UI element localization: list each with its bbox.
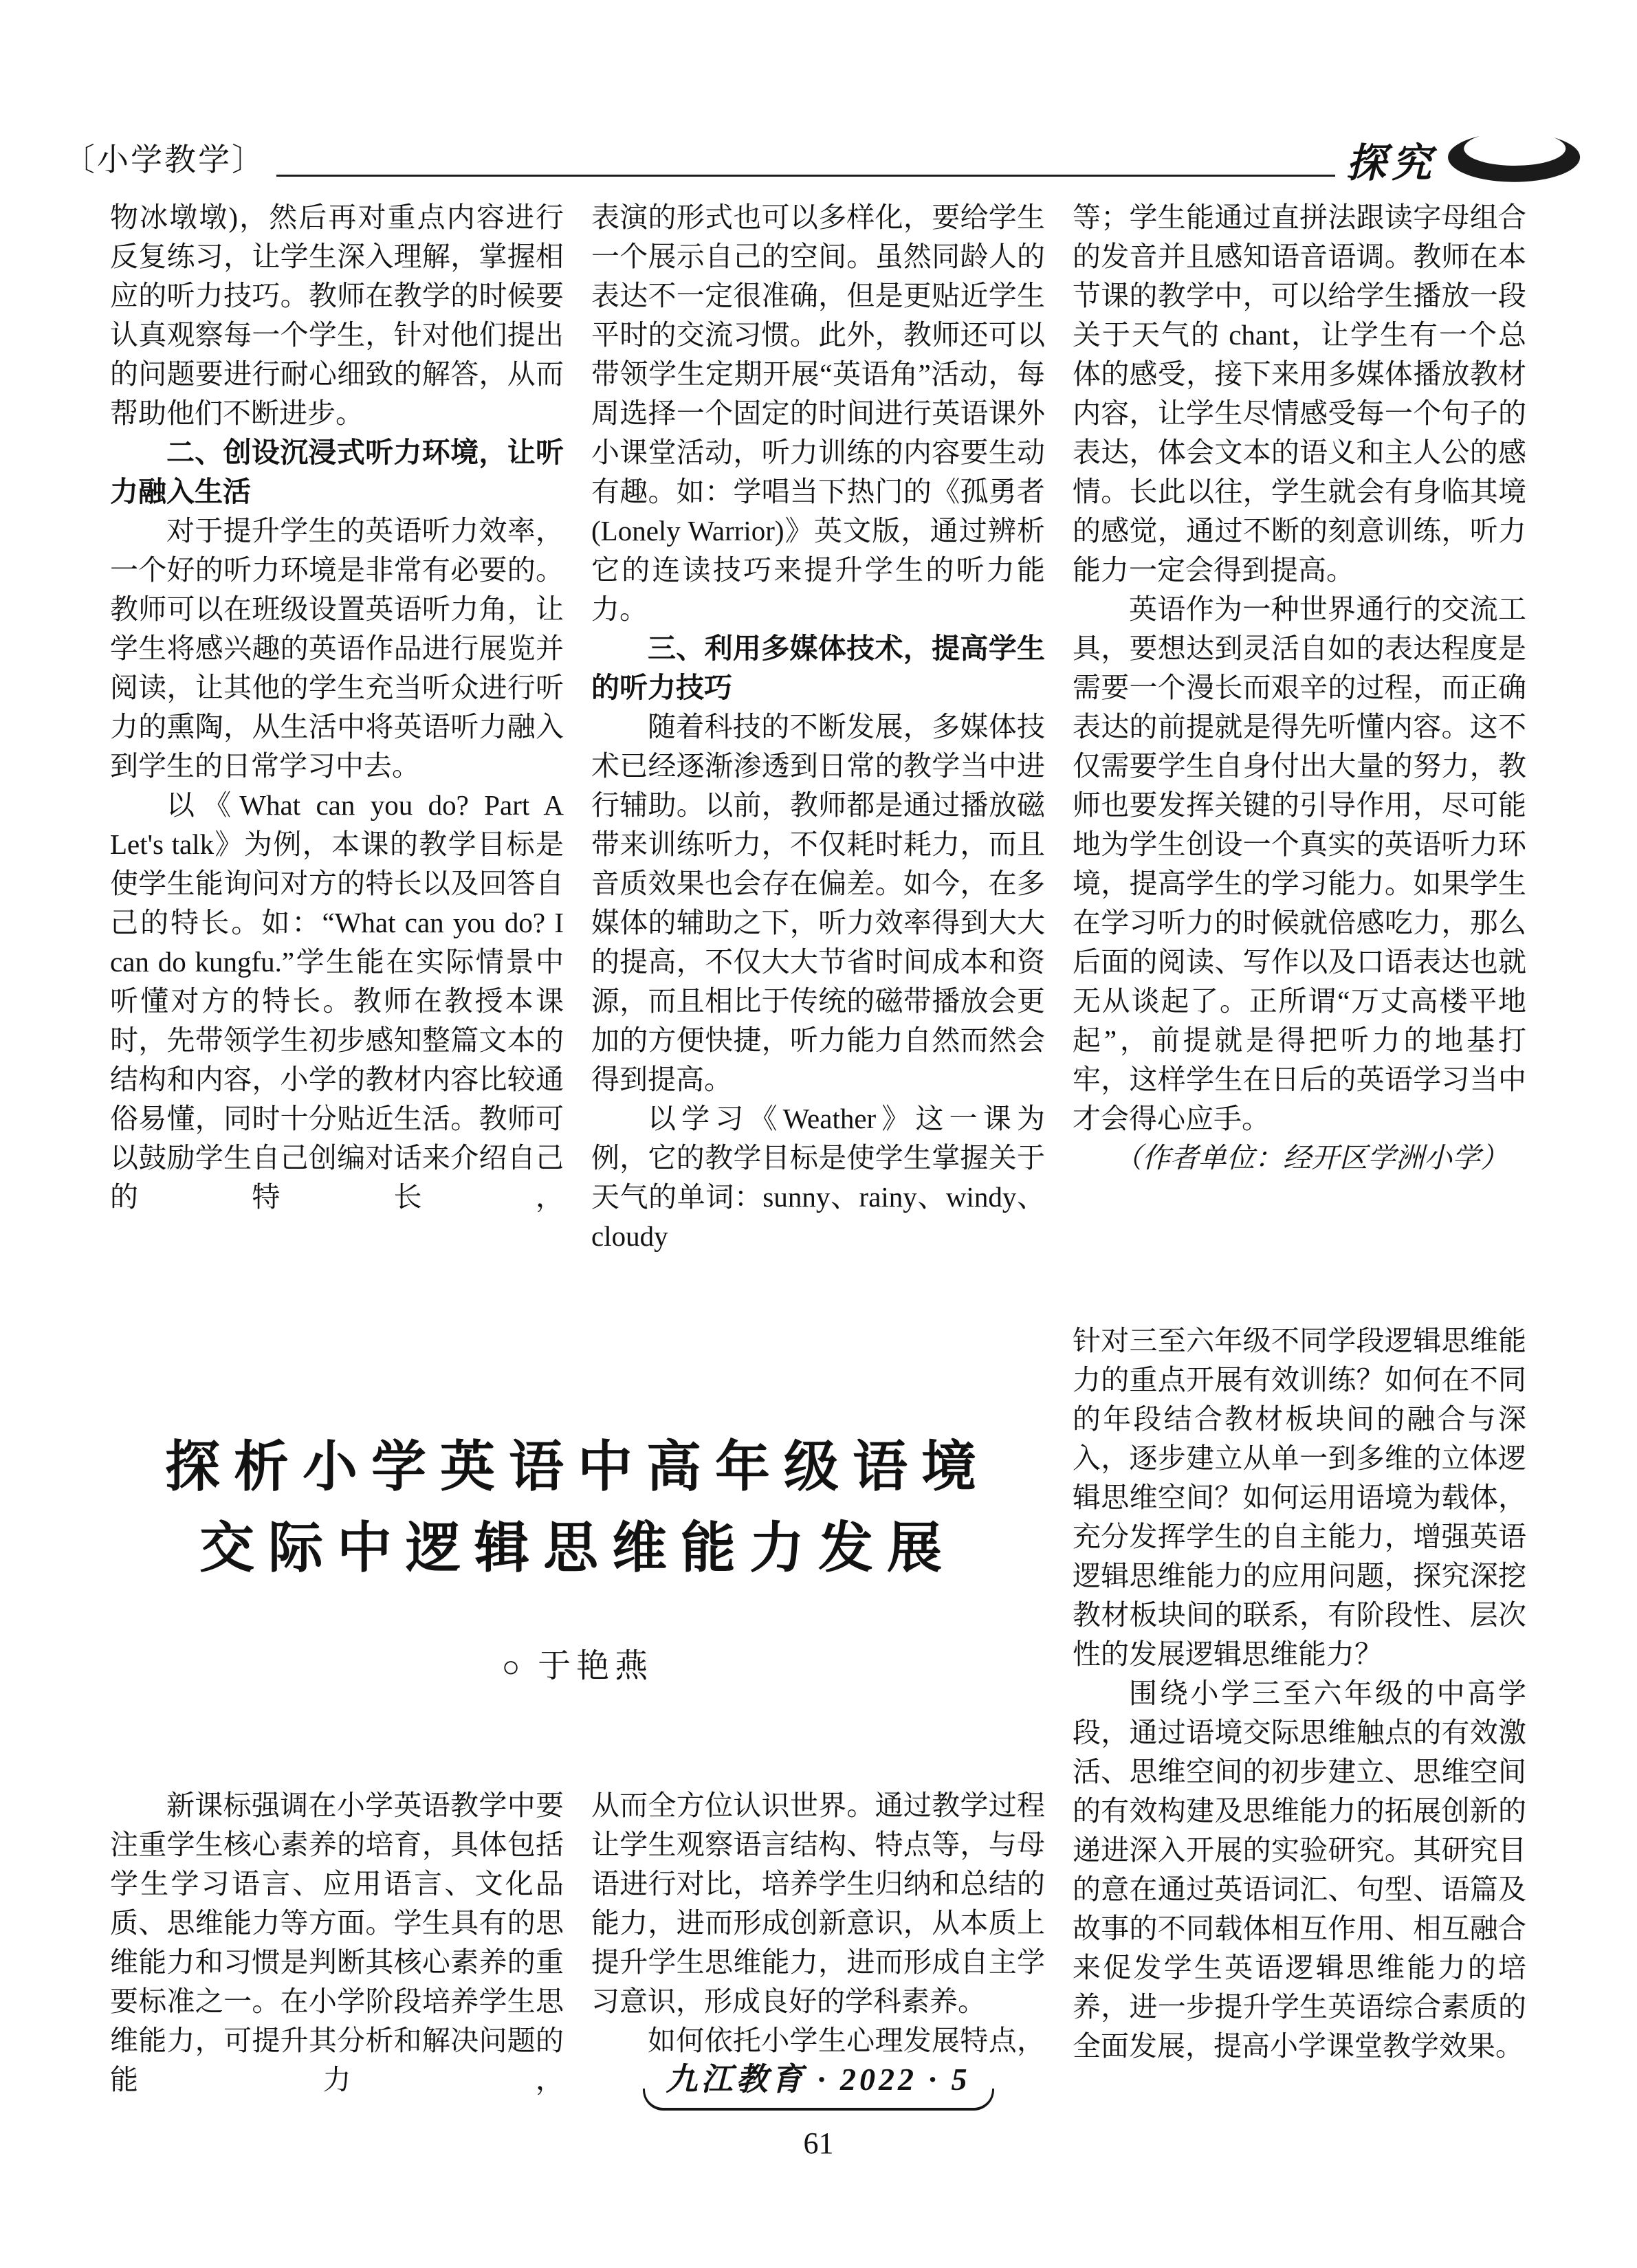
paragraph: 如何依托小学生心理发展特点， bbox=[648, 2025, 1045, 2056]
brush-swoosh-icon bbox=[1437, 128, 1590, 187]
journal-mark-text: 九江教育 · 2022 · 5 bbox=[666, 2062, 971, 2097]
paragraph: 新课标强调在小学英语教学中要注重学生核心素养的培育，具体包括学生学习语言、应用语言、文化品质、思维能力等方面。学生具有的思维能力和习惯是判断其核心素养的重要标准之一。在小学阶段培养学生思维能力，可提升其分析和解决问题的能力， bbox=[110, 1790, 564, 2095]
section-heading: 三、利用多媒体技术，提高学生的听力技巧 bbox=[591, 632, 1045, 703]
article1-column-1 bbox=[110, 198, 564, 1217]
article2-author-line bbox=[110, 1639, 1045, 1686]
article2-title-line1: 探析小学英语中高年级语境 bbox=[165, 1438, 990, 1498]
article1-column-2 bbox=[591, 198, 1045, 1256]
author-name: 于艳燕 bbox=[538, 1648, 654, 1684]
article2-title-block bbox=[110, 1427, 1045, 1686]
paragraph: 围绕小学三至六年级的中高学段，通过语境交际思维触点的有效激活、思维空间的初步建立、思维空间的有效构建及思维能力的拓展创新的递进深入开展的实验研究。其研究目的意在通过英语词汇、句型、语篇及故事的不同载体相互作用、相互融合来促发学生英语逻辑思维能力的培养，进一步提升学生英语综合素质的全面发展，提高小学课堂教学效果。 bbox=[1073, 1677, 1526, 2062]
header-divider-rule bbox=[276, 175, 1335, 177]
article2-column-1 bbox=[110, 1786, 564, 2100]
author-unit-byline: （作者单位：经开区学洲小学） bbox=[1114, 1142, 1508, 1174]
header-topic-label: 探究 bbox=[1346, 141, 1438, 186]
paragraph: 以学习《Weather》这一课为例，它的教学目标是使学生掌握关于天气的单词：sunny、rainy、windy、cloudy bbox=[591, 1103, 1045, 1252]
article2-column-2 bbox=[591, 1786, 1045, 2060]
paragraph: 英语作为一种世界通行的交流工具，要想达到灵活自如的表达程度是需要一个漫长而艰辛的过程，而正确表达的前提就是得先听懂内容。这不仅需要学生自身付出大量的努力，教师也要发挥关键的引导作用，尽可能地为学生创设一个真实的英语听力环境，提高学生的学习能力。如果学生在学习听力的时候就倍感吃力，那么后面的阅读、写作以及口语表达也就无从谈起了。正所谓“万丈高楼平地起”，前提就是得把听力的地基打牢，这样学生在日后的英语学习当中才会得心应手。 bbox=[1073, 593, 1526, 1134]
author-circle-marker: ○ bbox=[501, 1650, 526, 1684]
journal-mark-box bbox=[643, 2054, 994, 2111]
paragraph: 随着科技的不断发展，多媒体技术已经逐渐渗透到日常的教学当中进行辅助。以前，教师都是通过播放磁带来训练听力，不仅耗时耗力，而且音质效果也会存在偏差。如今，在多媒体的辅助之下，听力效率得到大大的提高，不仅大大节省时间成本和资源，而且相比于传统的磁带播放会更加的方便快捷，听力能力自然而然会得到提高。 bbox=[591, 711, 1045, 1095]
paragraph: 针对三至六年级不同学段逻辑思维能力的重点开展有效训练？如何在不同的年段结合教材板块间的融合与深入，逐步建立从单一到多维的立体逻辑思维空间？如何运用语境为载体，充分发挥学生的自主能力，增强英语逻辑思维能力的应用问题，探究深挖教材板块间的联系，有阶段性、层次性的发展逻辑思维能力？ bbox=[1073, 1325, 1526, 1670]
paragraph: 等；学生能通过直拼法跟读字母组合的发音并且感知语音语调。教师在本节课的教学中，可以给学生播放一段关于天气的 chant，让学生有一个总体的感受，接下来用多媒体播放教材内容，让学生尽情感受每一个句子的表达，体会文本的语义和主人公的感情。长此以往，学生就会有身临其境的感觉，通过不断的刻意训练，听力能力一定会得到提高。 bbox=[1073, 201, 1526, 586]
article2-title-line2: 交际中逻辑思维能力发展 bbox=[199, 1519, 956, 1579]
section-heading: 二、创设沉浸式听力环境，让听力融入生活 bbox=[110, 437, 564, 507]
article2-column-3 bbox=[1073, 1321, 1526, 2066]
paragraph: 对于提升学生的英语听力效率，一个好的听力环境是非常有必要的。教师可以在班级设置英语听力角，让学生将感兴趣的英语作品进行展览并阅读，让其他的学生充当听众进行听力的熏陶，从生活中将英语听力融入到学生的日常学习中去。 bbox=[110, 515, 564, 782]
paragraph: 以《What can you do? Part A Let's talk》为例，本课的教学目标是使学生能询问对方的特长以及回答自己的特长。如：“What can you do? I can do kungfu.”学生能在实际情景中听懂对方的特长。教师在教授本课时，先带领学生初步感知整篇文本的结构和内容，小学的教材内容比较通俗易懂，同时十分贴近生活。教师可以鼓励学生自己创编对话来介绍自己的特长， bbox=[110, 789, 564, 1213]
paragraph: 物冰墩墩)，然后再对重点内容进行反复练习，让学生深入理解，掌握相应的听力技巧。教师在教学的时候要认真观察每一个学生，针对他们提出的问题要进行耐心细致的解答，从而帮助他们不断进步。 bbox=[110, 201, 564, 429]
paragraph: 从而全方位认识世界。通过教学过程让学生观察语言结构、特点等，与母语进行对比，培养学生归纳和总结的能力，进而形成创新意识，从本质上提升学生思维能力，进而形成自主学习意识，形成良好的学科素养。 bbox=[591, 1790, 1045, 2017]
article1-column-3 bbox=[1073, 198, 1526, 1178]
page-number: 61 bbox=[803, 2126, 834, 2160]
header-section-label: 〔小学教学〕 bbox=[63, 142, 265, 177]
paragraph: 表演的形式也可以多样化，要给学生一个展示自己的空间。虽然同龄人的表达不一定很准确，但是更贴近学生平时的交流习惯。此外，教师还可以带领学生定期开展“英语角”活动，每周选择一个固定的时间进行英语课外小课堂活动，听力训练的内容要生动有趣。如：学唱当下热门的《孤勇者(Lonely Warrior)》英文版，通过辨析它的连读技巧来提升学生的听力能力。 bbox=[591, 201, 1045, 625]
journal-mark-underline bbox=[643, 2089, 994, 2111]
journal-mark-wrap bbox=[591, 2054, 1045, 2111]
